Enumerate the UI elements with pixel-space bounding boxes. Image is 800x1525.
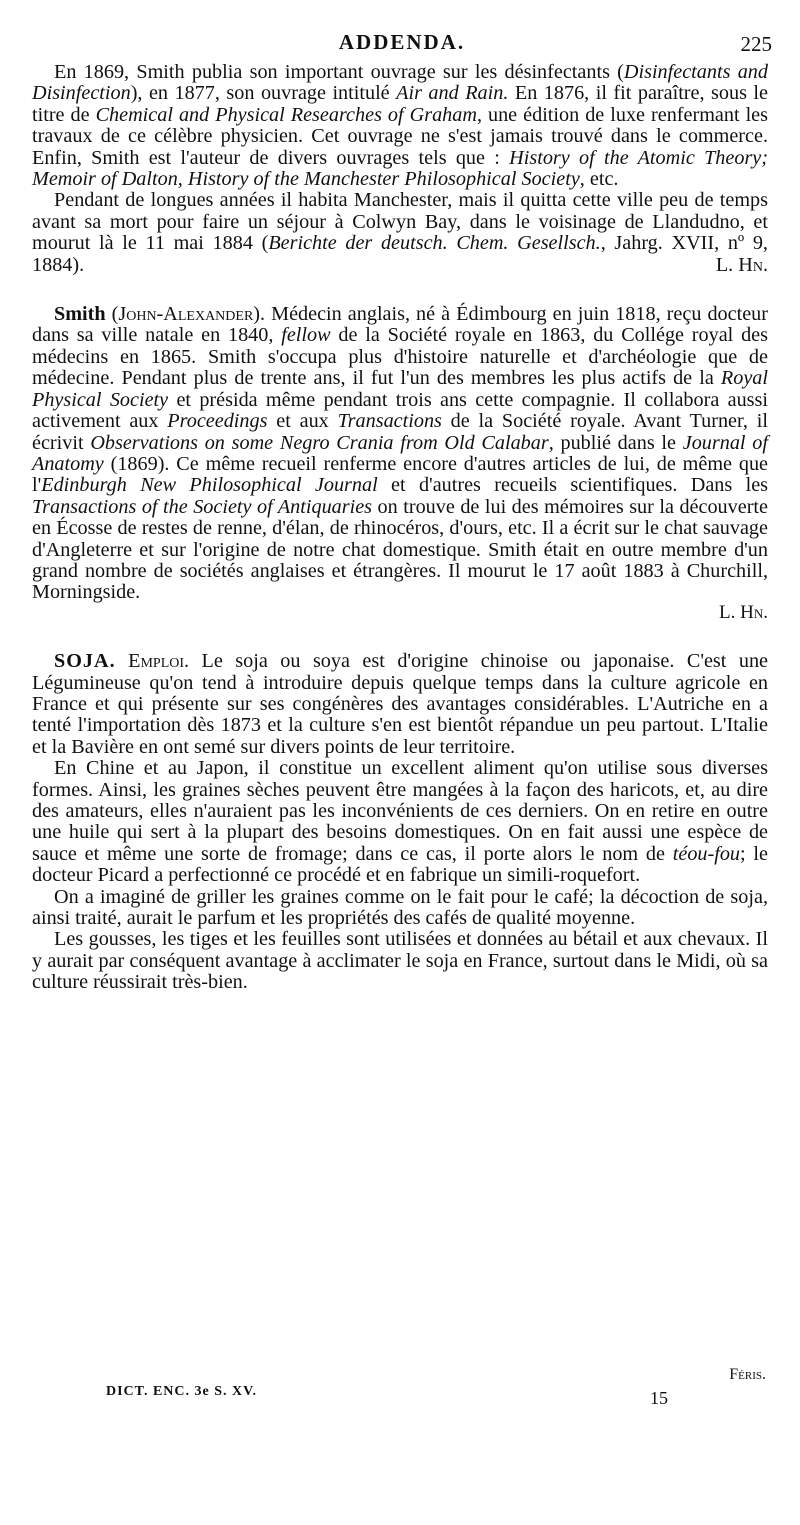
italic-title: Air and Rain. — [396, 82, 509, 105]
author-signature: Féris. — [729, 1366, 766, 1383]
entry-headword: SOJA. — [54, 650, 116, 673]
author-signature: L. Hn. — [719, 601, 768, 623]
sheet-number: 15 — [650, 1388, 668, 1408]
page-footer — [32, 1366, 768, 1420]
body-text — [32, 62, 768, 994]
paragraph-smith-angus-1: En 1869, Smith publia son important ouvrage sur les désinfectants (Disinfectants and Disinfection), en 1877, son ouvrage intitulé Air and Rain. En 1876, il fit paraître, sous le titre de Chemical and Physical Researches of Graham, une édition de luxe renfermant les travaux de ce célèbre physicien. Cet ouvrage ne s'est jamais trouvé dans le commerce. Enfin, Smith est l'auteur de divers ouvrages tels que : History of the Atomic Theory; Memoir of Dalton, History of the Manchester Philosophical Society, etc. — [32, 61, 768, 191]
entry-soja: SOJA. Emploi. Le soja ou soya est d'origine chinoise ou japonaise. C'est une Légumineuse qu'on tend à introduire depuis quelque temps dans la culture agricole en France et qui présente sur ses congénères des avantages considérables. L'Autriche en a tenté l'importation dès 1873 et la culture s'en est bientôt répandue un peu partout. L'Italie et la Bavière en ont semé sur divers points de leur territoire. — [32, 650, 769, 758]
author-signature: L. Hn. — [715, 253, 768, 276]
entry-smith-john-alexander: Smith (John-Alexander). Médecin anglais, né à Édimbourg en juin 1818, reçu docteur dans sa ville natale en 1840, fellow de la Société royale en 1863, du Collége royal des médecins en 1865. Smith s'occupa plus d'histoire naturelle et d'archéologie que de médecine. Pendant plus de trente ans, il fut l'un des membres les plus actifs de la Royal Physical Society et présida même pendant trois ans cette compagnie. Il collabora aussi activement aux Proceedings et aux Transactions de la Société royale. Avant Turner, il écrivit Observations on some Negro Crania from Old Calabar, publié dans le Journal of Anatomy (1869). Ce même recueil renferme encore d'autres articles de lui, de même que l'Edinburgh New Philosophical Journal et d'autres recueils scientifiques. Dans les Transactions of the Society of Antiquaries on trouve de lui des mémoires sur la découverte en Écosse de restes de renne, d'élan, de rhinocéros, d'ours, etc. Il a écrit sur le chat sauvage d'Angleterre et sur l'origine de notre chat domestique. Smith était en outre membre d'un grand nombre de sociétés anglaises et étrangères. Il mourut le 17 août 1883 à Churchill, Morningside. — [32, 303, 769, 604]
paragraph-smith-angus-2: Pendant de longues années il habita Manchester, mais il quitta cette ville peu de temps avant sa mort pour faire un séjour à Colwyn Bay, dans le voisinage de Llandudno, et mourut là le 11 mai 1884 (Berichte der deutsch. Chem. Gesellsch., Jahrg. XVII, nº 9, 1884). L. Hn. — [32, 189, 768, 276]
paragraph-soja-2: En Chine et au Japon, il constitue un excellent aliment qu'on utilise sous diverses formes. Ainsi, les graines sèches peuvent être mangées à la façon des haricots, et, au dire des amateurs, elles n'auraient pas les inconvénients de ces derniers. On en retire en outre une huile qui sert à la plupart des besoins domestiques. On en fait aussi une espèce de sauce et même une sorte de fromage; dans ce cas, il porte alors le nom de téou-fou; le docteur Picard a perfectionné ce procédé et en fabrique un simili-roquefort. — [32, 757, 768, 887]
entry-headword: Smith — [54, 303, 106, 326]
italic-title: Chemical and Physical Researches of Graham — [95, 103, 477, 126]
page-number: 225 — [740, 32, 772, 56]
paragraph-soja-3: On a imaginé de griller les graines comme on le fait pour le café; la décoction de soja, ainsi traité, aurait le parfum et les propriétés des cafés de qualité moyenne. — [32, 885, 768, 930]
signature-mark: DICT. ENC. 3e S. XV. — [106, 1384, 257, 1399]
paragraph-soja-4: Les gousses, les tiges et les feuilles sont utilisées et données au bétail et aux chevaux. Il y aurait par conséquent avantage à acclimater le soja en France, surtout dans le Midi, où sa culture réussirait très-bien. — [32, 928, 768, 994]
running-head — [32, 30, 772, 60]
italic-title: Disinfectants and Disinfection — [32, 61, 768, 105]
entry-forename: (John-Alexander). — [105, 303, 266, 326]
italic-citation: Berichte der deutsch. Chem. Gesellsch. — [268, 232, 601, 255]
italic-title: History of the Atomic Theory; Memoir of Dalton, History of the Manchester Philosophical Society — [32, 146, 768, 191]
entry-subhead: Emploi. — [115, 650, 190, 673]
page-header-title: ADDENDA. — [338, 30, 466, 54]
